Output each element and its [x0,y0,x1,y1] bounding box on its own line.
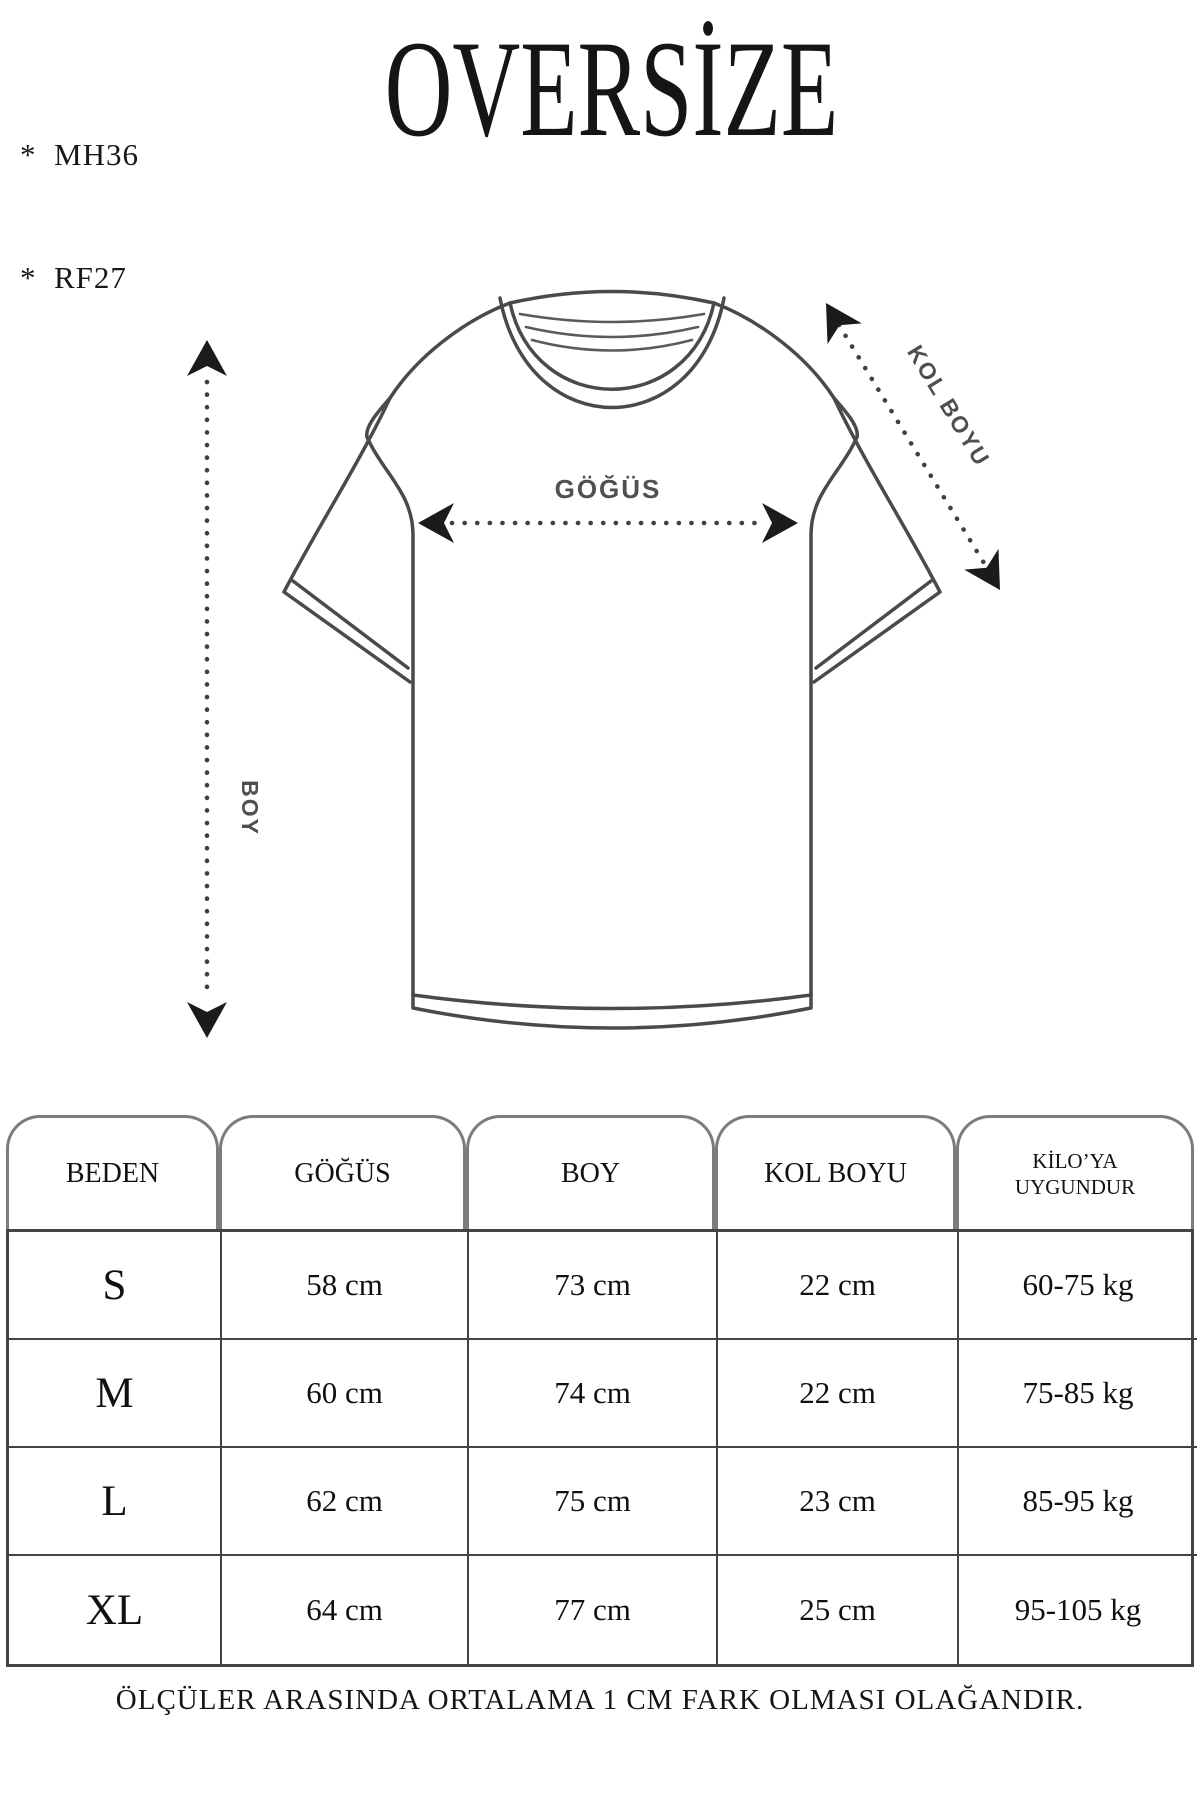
length-measure-label: BOY [237,780,263,836]
table-cell: 58 cm [222,1232,469,1340]
table-cell: 25 cm [718,1556,959,1664]
tshirt-measurement-diagram [130,230,1030,1090]
header-beden: BEDEN [6,1115,219,1229]
table-cell: 60 cm [222,1340,469,1448]
table-cell: 22 cm [718,1232,959,1340]
chest-measure-label: GÖĞÜS [554,474,662,504]
sleeve-measure-label: KOL BOYU [902,340,996,472]
table-cell: 95-105 kg [1014,1592,1142,1627]
sleeve-arrow-up-icon [809,293,862,345]
table-cell: 22 cm [718,1340,959,1448]
table-cell: 62 cm [222,1448,469,1556]
table-cell: M [9,1340,222,1448]
table-cell: 60-75 kg [959,1232,1197,1340]
table-cell: 75 cm [469,1448,718,1556]
length-arrow-down-icon [187,1002,227,1038]
chest-arrow-left-icon [418,503,454,543]
measurement-arrowheads [187,293,1017,1038]
length-arrow-up-icon [187,340,227,376]
page-title: OVERSİZE [384,12,838,165]
size-table-body [6,1229,1194,1667]
tshirt-outline [284,292,940,1029]
product-code-2: * RF27 [20,260,127,295]
header-gogus: GÖĞÜS [219,1115,466,1229]
size-table-header [6,1115,1194,1229]
footnote: ÖLÇÜLER ARASINDA ORTALAMA 1 CM FARK OLMASI OLAĞANDIR. [115,1684,1085,1716]
table-cell: L [9,1448,222,1556]
chest-arrow-right-icon [762,503,798,543]
sleeve-arrow-down-icon [964,549,1017,601]
measurement-dotted-lines [207,325,987,990]
collar-ribbing [520,314,704,351]
header-kiloya-uygundur: KİLO’YA UYGUNDUR [956,1115,1194,1229]
table-cell: S [9,1232,222,1340]
table-cell: 73 cm [469,1232,718,1340]
title-wrap [0,14,1200,164]
table-cell: 74 cm [469,1340,718,1448]
table-cell: 23 cm [718,1448,959,1556]
header-boy: BOY [466,1115,715,1229]
tshirt-diagram-svg [130,230,1030,1090]
table-cell: 64 cm [222,1556,469,1664]
table-cell: 85-95 kg [959,1448,1197,1556]
product-code-1: * MH36 [20,137,139,172]
size-table [6,1115,1194,1667]
table-cell: 75-85 kg [959,1340,1197,1448]
table-cell: XL [9,1556,222,1664]
header-kol-boyu: KOL BOYU [715,1115,956,1229]
table-cell: 77 cm [469,1556,718,1664]
